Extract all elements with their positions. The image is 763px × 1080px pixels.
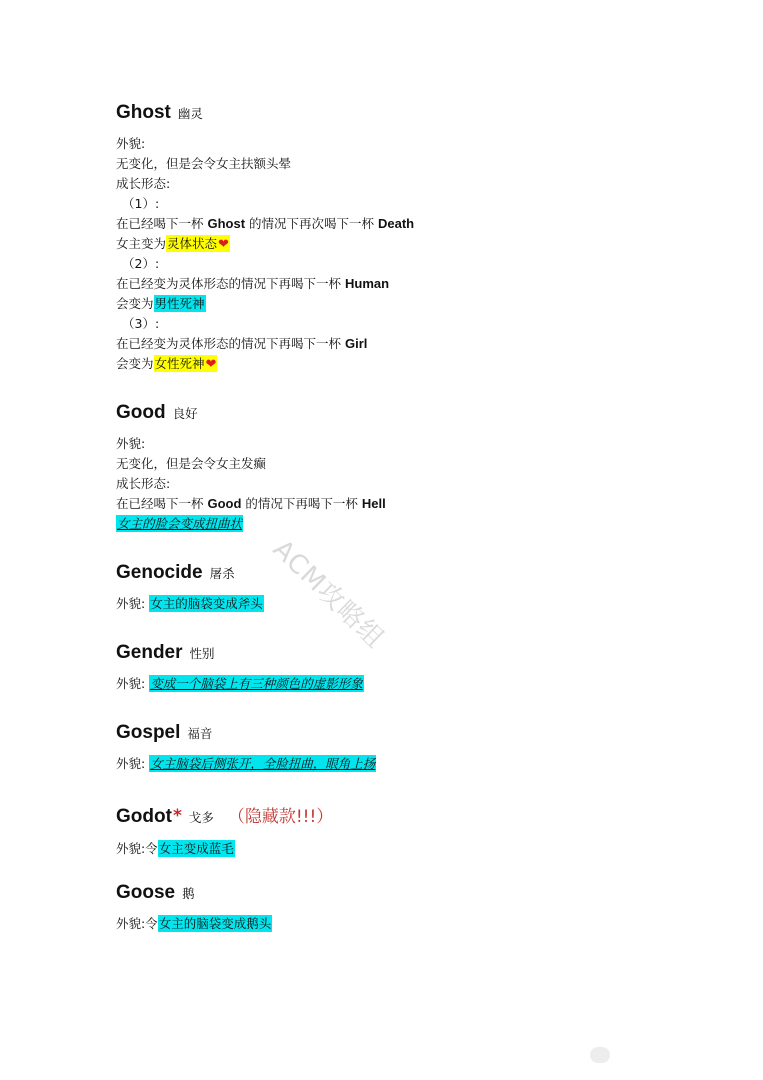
result-text: 女主变为 — [116, 236, 167, 251]
drink-name: Ghost — [207, 216, 246, 231]
appearance-line — [116, 674, 364, 694]
entry-ghost — [116, 103, 414, 374]
appearance-highlight: 女主的脑袋变成鹅头 — [158, 916, 272, 931]
entry-title: Gospel — [116, 722, 181, 743]
appearance-label: 外貌: — [116, 136, 146, 151]
entry-heading — [116, 563, 264, 582]
appearance-label: 外貌: — [116, 676, 146, 691]
form-result — [116, 234, 414, 254]
entry-subtitle: 良好 — [172, 406, 198, 421]
form-number: （1）: — [122, 196, 160, 211]
entry-title: Ghost — [116, 102, 171, 123]
form-condition — [116, 334, 414, 354]
appearance-line — [116, 839, 333, 859]
form-result — [116, 514, 386, 534]
entry-body — [116, 839, 333, 859]
form-condition — [116, 214, 414, 234]
appearance-highlight: 女主的脑袋变成斧头 — [150, 596, 263, 611]
appearance-label: 外貌: — [116, 436, 146, 451]
result-text: 会变为 — [116, 356, 154, 371]
growth-label: 成长形态: — [116, 176, 171, 191]
watermark: ACM攻略组 — [266, 534, 390, 655]
corner-mark — [590, 1047, 610, 1063]
hidden-edition-note: （隐藏款!!!） — [227, 807, 334, 827]
appearance-label: 外貌: — [116, 756, 146, 771]
result-highlight: 男性死神 — [154, 296, 205, 311]
entry-subtitle: 福音 — [187, 726, 213, 741]
entry-body — [116, 914, 272, 934]
result-highlight — [166, 235, 230, 252]
drink-name: Girl — [344, 336, 368, 351]
form-condition — [116, 494, 386, 514]
entry-subtitle: 性别 — [189, 646, 215, 661]
appearance-text: 无变化，但是会令女主发癫 — [116, 456, 267, 471]
entry-subtitle: 屠杀 — [209, 566, 235, 581]
appearance-label: 外貌: — [116, 596, 146, 611]
appearance-highlight: 女主脑袋后侧张开，全脸扭曲，眼角上扬 — [150, 756, 376, 771]
entry-body — [116, 594, 264, 614]
entry-good — [116, 403, 386, 534]
entry-title: Gender — [116, 642, 183, 663]
appearance-line — [116, 754, 376, 774]
form-result — [116, 354, 414, 374]
asterisk-icon: * — [172, 806, 182, 826]
form-number: （2）: — [122, 256, 160, 271]
condition-text: 在已经喝下一杯 — [116, 216, 208, 231]
entry-subtitle: 幽灵 — [177, 106, 203, 121]
appearance-label: 外貌: — [116, 841, 146, 856]
entry-genocide — [116, 563, 264, 614]
condition-text: 在已经变为灵体形态的情况下再喝下一杯 — [116, 336, 345, 351]
appearance-text: 令 — [145, 841, 158, 856]
entry-gospel — [116, 723, 376, 774]
growth-label: 成长形态: — [116, 476, 171, 491]
appearance-text: 无变化，但是会令女主扶额头晕 — [116, 156, 292, 171]
entry-body — [116, 674, 364, 694]
condition-text: 的情况下再次喝下一杯 — [245, 216, 378, 231]
drink-name: Death — [378, 216, 415, 231]
condition-text: 在已经喝下一杯 — [116, 496, 208, 511]
entry-body — [116, 134, 414, 374]
entry-title: Good — [116, 402, 166, 423]
entry-body — [116, 434, 386, 534]
result-highlight-text: 女性死神 — [154, 356, 205, 371]
result-text: 会变为 — [116, 296, 154, 311]
entry-body — [116, 754, 376, 774]
condition-text: 在已经变为灵体形态的情况下再喝下一杯 — [116, 276, 345, 291]
condition-text: 的情况下再喝下一杯 — [241, 496, 362, 511]
entry-godot — [116, 802, 333, 859]
appearance-highlight: 变成一个脑袋上有三种颜色的虚影形象 — [150, 676, 363, 691]
appearance-line — [116, 594, 264, 614]
form-condition — [116, 274, 414, 294]
entry-heading — [116, 103, 414, 122]
entry-heading — [116, 883, 272, 902]
result-highlight: 女主的脸会变成扭曲状 — [117, 516, 243, 531]
appearance-line — [116, 914, 272, 934]
heart-icon: ❤ — [205, 357, 217, 372]
entry-heading — [116, 403, 386, 422]
appearance-label: 外貌: — [116, 916, 146, 931]
form-result — [116, 294, 414, 314]
heart-icon: ❤ — [218, 237, 229, 252]
result-highlight — [154, 355, 218, 372]
appearance-text: 令 — [145, 916, 158, 931]
entry-heading — [116, 723, 376, 742]
entry-heading — [116, 802, 333, 827]
result-highlight-text: 灵体状态 — [167, 236, 218, 251]
entry-title: Goose — [116, 882, 176, 903]
drink-name: Good — [207, 496, 242, 511]
entry-subtitle: 鹅 — [182, 886, 195, 901]
entry-heading — [116, 643, 364, 662]
appearance-highlight: 女主变成蓝毛 — [158, 841, 234, 856]
drink-name: Hell — [361, 496, 386, 511]
entry-gender — [116, 643, 364, 694]
entry-subtitle: 戈多 — [188, 810, 214, 825]
drink-name: Human — [344, 276, 390, 291]
entry-title: Genocide — [116, 562, 203, 583]
entry-title: Godot — [116, 806, 172, 827]
entry-goose — [116, 883, 272, 934]
form-number: （3）: — [122, 316, 160, 331]
